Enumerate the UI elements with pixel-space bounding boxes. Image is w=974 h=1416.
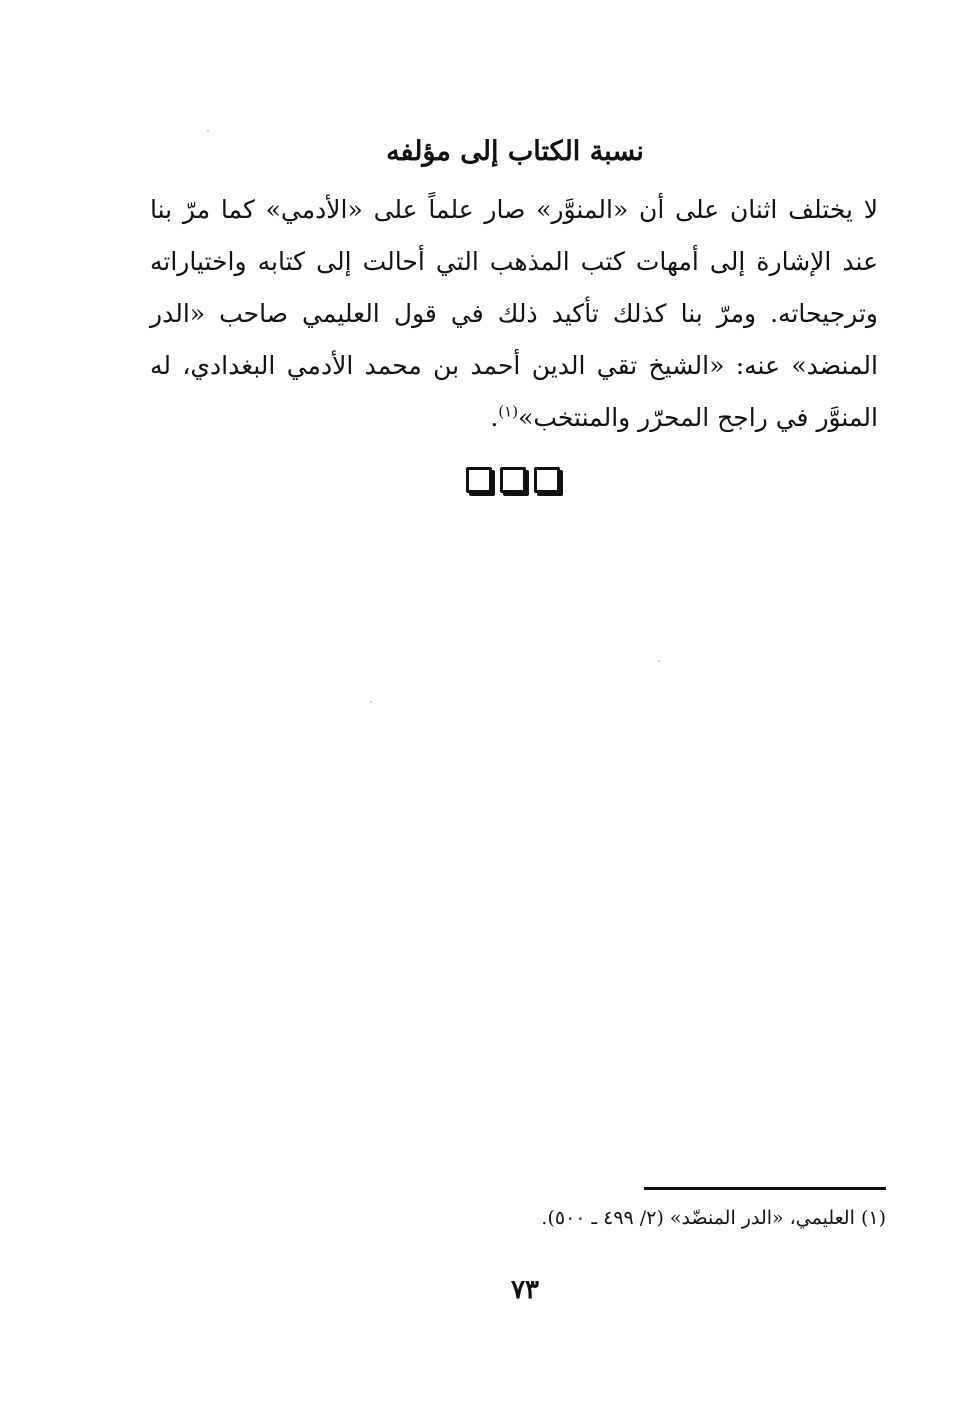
paragraph-period: . [490, 403, 499, 432]
three-hollow-squares-icon [466, 463, 586, 495]
footnote-reference[interactable]: (١) [498, 402, 519, 421]
scan-speck [370, 701, 372, 703]
square-ornament-icon [534, 467, 560, 493]
scan-speck [207, 130, 209, 132]
paragraph-last-line [150, 392, 878, 444]
scan-speck [658, 660, 660, 662]
square-ornament-icon [500, 467, 526, 493]
paragraph-line: عند الإشارة إلى أمهات كتب المذهب التي أحالت إلى كتابه واختياراته [150, 247, 878, 276]
paragraph-line: المنضد» عنه: «الشيخ تقي الدين أحمد بن محمد الأدمي البغدادي، له [150, 351, 878, 380]
paragraph-line: المنوَّر في راجح المحرّر والمنتخب» [518, 403, 878, 432]
body-paragraph [150, 184, 878, 444]
page-number: ٧٣ [511, 1275, 539, 1305]
footnote-divider [644, 1187, 886, 1190]
paragraph-line: وترجيحاته. ومرّ بنا كذلك تأكيد ذلك في قول العليمي صاحب «الدر [150, 299, 878, 328]
footnote [420, 1202, 886, 1234]
section-heading: نسبة الكتاب إلى مؤلفه [386, 136, 644, 167]
footnote-number: (١) [860, 1207, 886, 1229]
footnote-text: العليمي، «الدر المنضّد» (٢/ ٤٩٩ ـ ٥٠٠). [541, 1207, 855, 1229]
square-ornament-icon [466, 467, 492, 493]
paragraph-line: لا يختلف اثنان على أن «المنوَّر» صار علماً على «الأدمي» كما مرّ بنا [150, 195, 878, 224]
